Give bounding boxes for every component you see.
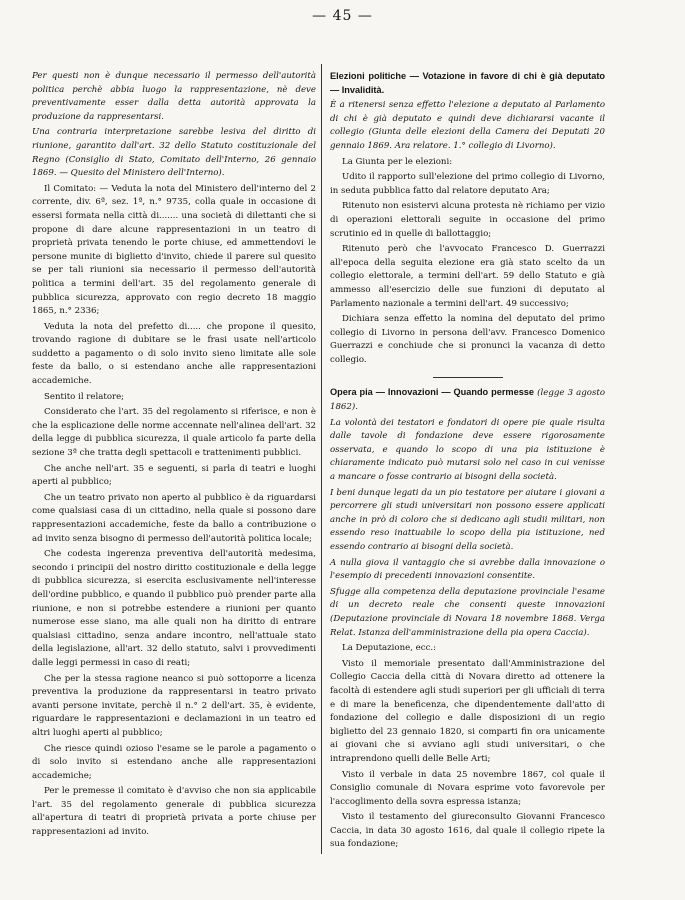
paragraph: Udito il rapporto sull'elezione del primo collegio di Livorno, in seduta pubblica fatto dal relatore deputato Ara; (330, 172, 605, 196)
paragraph: Per questi non è dunque necessario il permesso dell'autorità politica perchè abbia luogo la rappresentazione, nè deve preventivamente esser dalla detta autorità approvata la produzione da rappresentarsi. (32, 71, 316, 122)
paragraph: Una contraria interpretazione sarebbe lesiva del diritto di riunione, garantito dall'art. 32 dello Statuto costituzionale del Regno (Consiglio di Stato, Comitato dell'Interno, 26 gennaio 1869. — Quesito del Ministero dell'Interno). (32, 127, 316, 179)
paragraph: A nulla giova il vantaggio che si avrebbe dalla innovazione o l'esempio di precedenti innovazioni consentite. (330, 557, 605, 582)
paragraph: Che anche nell'art. 35 e seguenti, si parla di teatri e luoghi aperti al pubblico; (32, 463, 316, 488)
paragraph: Visto il verbale in data 25 novembre 1867, col quale il Consiglio comunale di Novara esprime voto favorevole per l'accoglimento della sovra espressa istanza; (330, 769, 605, 807)
paragraph: Veduta la nota del prefetto di..... che propone il quesito, trovando ragione di dubitare se le frasi usate nell'articolo suddetto a pagamento o di solo invito sieno limitate alle sole feste da ballo, o si estendano anche alle rappresentazioni accademiche. (32, 321, 316, 387)
section-separator (433, 377, 503, 378)
paragraph: Che per la stessa ragione neanco si può sottoporre a licenza preventiva la produzione da rappresentarsi in teatro privato avanti persone invitate, perchè il n.° 2 dell'art. 35, è evidente, riguardare le rappresentazioni e declamazioni in un teatro ed altri luoghi aperti al pubblico; (32, 673, 316, 738)
paragraph: La Giunta per le elezioni: (342, 156, 453, 167)
page-number: — 45 — (312, 8, 373, 24)
paragraph: I beni dunque legati da un pio testatore per aiutare i giovani a percorrere gli studi universitari non possono essere applicati anche in prò di coloro che si dedicano agli studii militari, non essendo reso inattuabile lo scopo della pia istituzione, ned essendo contrario ai bisogni della società. (330, 487, 605, 552)
paragraph: Sfugge alla competenza della deputazione provinciale l'esame di un decreto reale che consenti queste innovazioni (Deputazione provinciale di Novara 18 novembre 1868. Verga Relat. Istanza dell'amministrazione della pia opera Caccia). (330, 586, 605, 638)
paragraph: Il Comitato: — Veduta la nota del Ministero dell'interno del 2 corrente, div. 6ª, sez. 1ª, n.° 9735, colla quale in occasione di essersi formata nella città di....... una società di dilettanti che si propone di dare alcune rappresentazioni in un teatro di proprietà privata tenendo le porte chiuse, ed ammettendovi le persone munite di biglietto d'invito, chiede il parere sul quesito se per tali riunioni sia necessario il permesso dell'autorità politica a termini dell'art. 35 del regolamento generale di pubblica sicurezza, approvato con regio decreto 18 maggio 1865, n.° 2336; (32, 183, 316, 317)
paragraph: La volontà dei testatori e fondatori di opere pie quale risulta dalle tavole di fondazione deve essere rigorosamente osservata, e quando lo scopo di una pia istituzione è chiaramente indicato può mutarsi solo nel caso in cui venisse a mancare o fosse contrario ai bisogni della società. (330, 417, 605, 483)
paragraph: Ritenuto però che l'avvocato Francesco D. Guerrazzi all'epoca della seguita elezione era già stato scelto da un collegio elettorale, a termini dell'art. 59 dello Statuto e già ammesso all'esercizio delle sue funzioni di deputato al Parlamento nazionale a termini dell'art. 49 successivo; (330, 244, 605, 309)
paragraph: La Deputazione, ecc.: (342, 643, 437, 654)
right-column (330, 70, 605, 854)
paragraph: Per le premesse il comitato è d'avviso che non sia applicabile l'art. 35 del regolamento generale di pubblica sicurezza all'apertura di teatri di proprietà privata a porte chiuse per rappresentazioni ad invito. (32, 786, 316, 838)
column-divider (321, 64, 322, 854)
section-body-elezioni (330, 99, 605, 367)
paragraph: Visto il testamento del giureconsulto Giovanni Francesco Caccia, in data 30 agosto 1616, dal quale il collegio ripete la sua fondazione; (330, 812, 605, 850)
paragraph: Che un teatro privato non aperto al pubblico è da riguardarsi come qualsiasi casa di un cittadino, nella quale si possono dare rappresentazioni accademiche, feste da ballo a contribuzione o ad invito senza bisogno di permesso dell'autorità politica locale; (32, 492, 316, 544)
section-body-opera-pia (330, 417, 605, 852)
section-title-opera-pia (330, 386, 605, 414)
paragraph: Che riesce quindi ozioso l'esame se le parole a pagamento o di solo invito si estendano anche alle rappresentazioni accademiche; (32, 743, 316, 781)
section-title-elezioni: Elezioni politiche — Votazione in favore di chi è già deputato — Invalidità. (330, 71, 605, 95)
paragraph: Considerato che l'art. 35 del regolamento si riferisce, e non è che la esplicazione delle norme accennate nell'alinea dell'art. 32 della legge di pubblica sicurezza, il quale articolo fa parte della sezione 3ª che tratta degli spettacoli e trattenimenti pubblici. (32, 407, 316, 459)
left-column (32, 70, 316, 842)
paragraph: Visto il memoriale presentato dall'Amministrazione del Collegio Caccia della città di Novara diretto ad ottenere la facoltà di estendere agli studi superiori per gli ufficiali di terra e di mare la beneficenza, che dipendentemente dall'atto di fondazione del collegio e dalle disposizioni di un regio biglietto del 23 gennaio 1820, si comparti fin ora unicamente ai giovani che si avviano agli studi universitari, o che intraprendono quelli delle Belle Arti; (330, 658, 605, 764)
section-title-opera-pia-law: (legge 3 agosto 1862). (330, 388, 606, 413)
section-title-opera-pia-main: Opera pia — Innovazioni — Quando permesse (330, 387, 535, 398)
paragraph: Che codesta ingerenza preventiva dell'autorità medesima, secondo i principii del nostro diritto costituzionale e della legge di pubblica sicurezza, si esercita esclusivamente nell'interesse dell'ordine pubblico, e quando il pubblico può prender parte alla riunione, e non si potrebbe estendere a riunioni per quanto numerose esse siano, ma alle quali non ha diritto di entrare qualsiasi cittadino, senza andare incontro, nell'attuale stato della legislazione, all'art. 32 dello statuto, salvi i provvedimenti dalle leggi permessi in caso di reati; (32, 549, 316, 668)
paragraph: È a ritenersi senza effetto l'elezione a deputato al Parlamento di chi è già deputato e quindi deve dichiararsi vacante il collegio (Giunta delle elezioni della Camera dei Deputati 20 gennaio 1869. Ara relatore. 1.° collegio di Livorno). (330, 100, 605, 151)
paragraph: Dichiara senza effetto la nomina del deputato del primo collegio di Livorno in persona dell'avv. Francesco Domenico Guerrazzi e conchiude che si pronunci la vacanza di detto collegio. (330, 314, 605, 365)
paragraph: Sentito il relatore; (44, 391, 125, 402)
paragraph: Ritenuto non esistervi alcuna protesta nè richiamo per vizio di operazioni elettorali seguite in occasione del primo scrutinio ed in quelle di ballottaggio; (330, 201, 605, 239)
